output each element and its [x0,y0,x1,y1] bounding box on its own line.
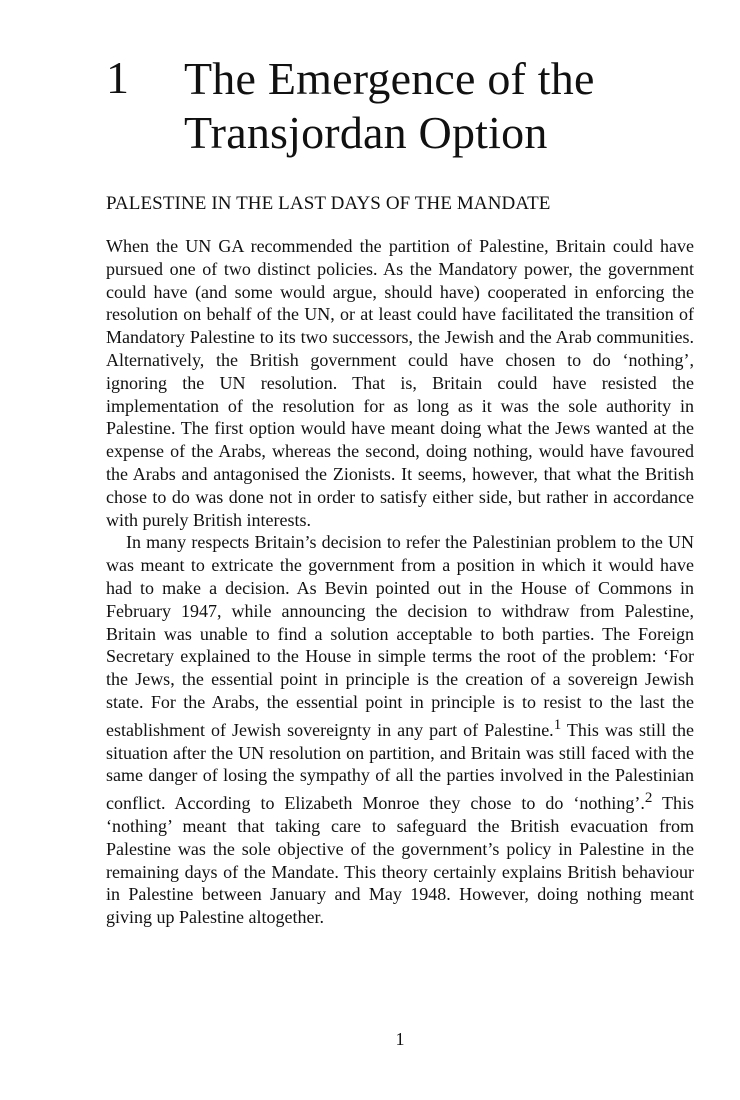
paragraph-2 [106,531,694,929]
paragraph-2-part-1: In many respects Britain’s decision to refer the Palestinian problem to the UN was meant to extricate the government from a position in which it would have had to make a decision. As Bevin pointed out in the House of Commons in February 1947, while announcing the decision to withdraw from Palestine, Britain was unable to find a solution acceptable to both parties. The Foreign Secretary explained to the House in simple terms the root of the problem: ‘For the Jews, the essential point in principle is the creation of a sovereign Jewish state. For the Arabs, the essential point in principle is to resist to the last the establishment of Jewish sovereignty in any part of Palestine. [106,532,694,740]
footnote-ref-2: 2 [644,790,653,807]
chapter-number: 1 [106,52,129,103]
paragraph-1: When the UN GA recommended the partition of Palestine, Britain could have pursued one of two distinct policies. As the Mandatory power, the government could have (and some would argue, should have) cooperated in enforcing the resolution on behalf of the UN, or at least could have facilitated the transition of Mandatory Palestine to its two successors, the Jewish and the Arab communities. Alternatively, the British government could have chosen to do ‘nothing’, ignoring the UN resolution. That is, Britain could have resisted the implementation of the resolution for as long as it was the sole authority in Palestine. The first option would have meant doing what the Jews wanted at the expense of the Arabs, whereas the second, doing nothing, would have favoured the Arabs and antagonised the Zionists. It seems, however, that what the British chose to do was done not in order to satisfy either side, but rather in accordance with purely British interests. [106,236,694,530]
section-heading: PALESTINE IN THE LAST DAYS OF THE MANDATE [106,193,551,214]
paragraph-2-part-3: This ‘nothing’ meant that taking care to safeguard the British evacuation from Palestine was the sole objective of the government’s policy in Palestine in the remaining days of the Mandate. This theory certainly explains British behaviour in Palestine between January and May 1948. However, doing nothing meant giving up Palestine altogether. [106,793,694,928]
paragraph-2-part-2: This was still the situation after the UN resolution on partition, and Britain was still faced with the same danger of losing the sympathy of all the parties involved in the Palestinian conflict. According to Elizabeth Monroe they chose to do ‘nothing’. [106,719,694,814]
page-number: 1 [395,1029,405,1049]
footnote-ref-1: 1 [553,716,562,733]
chapter-title: The Emergence of the Transjordan Option [184,53,595,158]
body-text [106,235,694,929]
